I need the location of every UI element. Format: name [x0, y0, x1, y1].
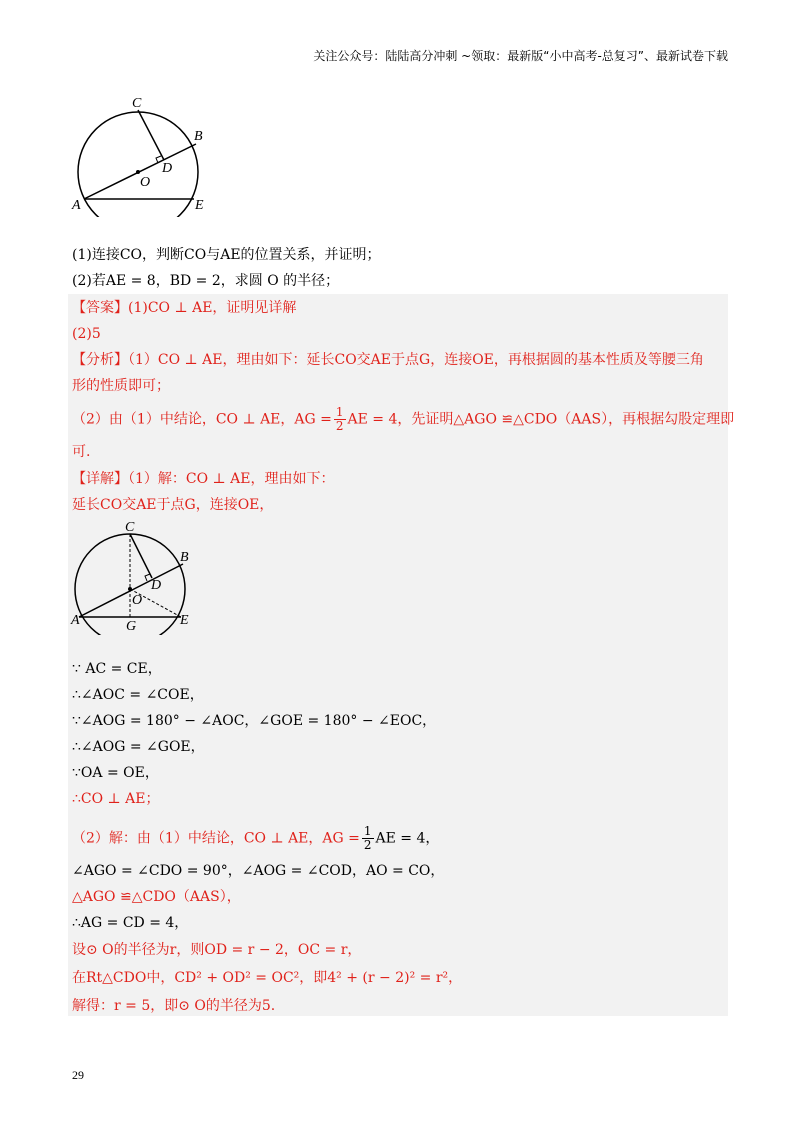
detail-line-13: 设⊙ O的半径为r，则OD = r − 2，OC = r，: [72, 942, 362, 958]
detail-line-9-end: AE = 4，: [375, 830, 440, 847]
detail-line-11-text: △AGO ≌△CDO（AAS），: [72, 889, 241, 905]
solution-panel: [68, 294, 728, 1016]
detail-line-8: [72, 789, 160, 809]
page-header: 关注公众号：陆陆高分冲刺 ~领取：最新版“小中高考-总复习”、最新试卷下载: [313, 49, 728, 63]
label-D: D: [151, 578, 162, 593]
label-G: G: [126, 619, 137, 634]
detail-line-8-text: ∴CO ⊥ AE；: [72, 791, 160, 807]
detail-line-3: ∵ AC = CE，: [72, 661, 162, 677]
label-A: A: [71, 613, 80, 628]
detail-line-5: ∵∠AOG = 180° − ∠AOC，∠GOE = 180° − ∠EOC，: [72, 713, 437, 729]
detail-line-15: 解得：r = 5，即⊙ O的半径为5.: [72, 998, 276, 1014]
question-2: (2)若AE = 8，BD = 2，求圆 O 的半径；: [72, 273, 340, 289]
analysis-line-2: 形的性质即可；: [72, 378, 170, 394]
label-C: C: [132, 96, 142, 111]
geometry-figure-1: [70, 92, 220, 217]
detail-line-2: 延长CO交AE于点G，连接OE，: [72, 497, 274, 513]
detail-line-4: ∴∠AOC = ∠COE，: [72, 687, 204, 703]
analysis-line-1: 【分析】（1）CO ⊥ AE，理由如下：延长CO交AE于点G，连接OE，再根据圆的基本性质及等腰三角: [72, 352, 704, 368]
fraction-half: [334, 406, 346, 433]
label-E: E: [180, 613, 189, 628]
page-number: 29: [72, 1068, 84, 1082]
detail-line-9-start: （2）解：由（1）中结论，CO ⊥ AE，AG =: [72, 830, 360, 847]
detail-line-9: [72, 825, 439, 852]
detail-line-6: ∴∠AOG = ∠GOE，: [72, 739, 205, 755]
question-1: (1)连接CO，判断CO与AE的位置关系，并证明；: [72, 247, 381, 263]
label-B: B: [194, 129, 203, 144]
fraction-half-2: [362, 825, 374, 852]
detail-line-1-text: 【详解】（1）解：CO ⊥ AE，理由如下：: [72, 471, 335, 487]
analysis-line-3-end: AE = 4，先证明△AGO ≌△CDO（AAS），再根据勾股定理即: [347, 411, 735, 428]
detail-line-14: 在Rt△CDO中，CD² + OD² = OC²，即4² + (r − 2)² = r²，: [72, 970, 463, 986]
fraction-denominator: 2: [335, 419, 344, 433]
analysis-line-3: [72, 406, 734, 433]
answer-1: 【答案】(1)CO ⊥ AE，证明见详解: [72, 300, 297, 316]
label-O: O: [140, 175, 151, 190]
detail-line-1: [72, 469, 335, 489]
label-E: E: [195, 198, 204, 213]
analysis-line-3-start: （2）由（1）中结论，CO ⊥ AE，AG =: [72, 411, 332, 428]
analysis-line-4: 可.: [72, 444, 91, 460]
fraction-numerator: 1: [335, 405, 344, 419]
detail-line-11: [72, 887, 241, 907]
fraction-numerator-2: 1: [363, 824, 372, 838]
label-D: D: [162, 161, 173, 176]
label-B: B: [180, 550, 189, 565]
label-A: A: [72, 198, 81, 213]
label-C: C: [125, 520, 135, 535]
answer-2: (2)5: [72, 326, 101, 342]
fraction-denominator-2: 2: [363, 838, 372, 852]
label-O: O: [132, 593, 143, 608]
detail-line-10: ∠AGO = ∠CDO = 90°，∠AOG = ∠COD，AO = CO，: [72, 863, 445, 879]
detail-line-12: ∴AG = CD = 4，: [72, 915, 189, 931]
geometry-figure-2: [70, 520, 210, 635]
detail-line-7: ∵OA = OE，: [72, 765, 159, 781]
